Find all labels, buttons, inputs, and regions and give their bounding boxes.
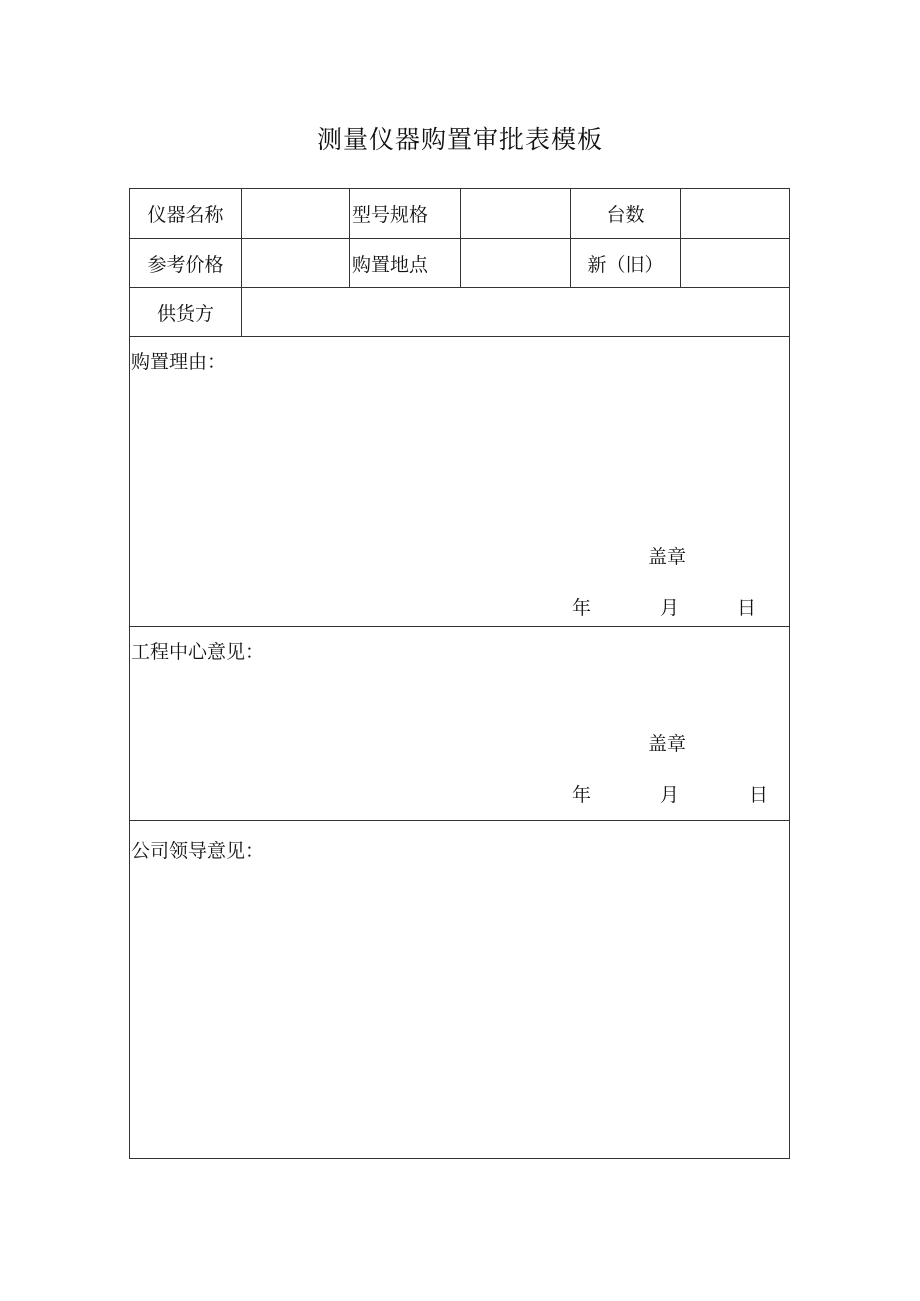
leadership-opinion-label: 公司领导意见：: [131, 840, 265, 862]
quantity-field[interactable]: [681, 189, 789, 238]
reference-price-field[interactable]: [242, 239, 350, 287]
supplier-field[interactable]: [242, 288, 789, 336]
engineering-seal-label: 盖章: [648, 733, 687, 755]
row-supplier: [130, 288, 789, 337]
row-price: [130, 239, 789, 288]
quantity-label: 台数: [571, 189, 681, 238]
condition-label: 新（旧）: [571, 239, 681, 287]
reason-day-label: 日: [737, 597, 757, 619]
leadership-opinion-section: [130, 821, 789, 1158]
engineering-day-label: 日: [749, 784, 769, 806]
supplier-label: 供货方: [130, 288, 242, 336]
instrument-name-field[interactable]: [242, 189, 350, 238]
reason-month-label: 月: [660, 597, 680, 619]
model-spec-field[interactable]: [461, 189, 571, 238]
model-spec-label: 型号规格: [350, 189, 461, 238]
reason-year-label: 年: [572, 597, 592, 619]
instrument-name-label: 仪器名称: [130, 189, 242, 238]
purchase-location-field[interactable]: [461, 239, 571, 287]
purchase-location-label: 购置地点: [350, 239, 461, 287]
condition-field[interactable]: [681, 239, 789, 287]
page-title: 测量仪器购置审批表模板: [316, 125, 603, 154]
row-instrument: [130, 189, 789, 239]
reference-price-label: 参考价格: [130, 239, 242, 287]
purchase-reason-label: 购置理由：: [131, 351, 227, 373]
purchase-reason-section: [130, 337, 789, 627]
approval-form: [129, 188, 790, 1159]
engineering-opinion-label: 工程中心意见：: [131, 641, 265, 663]
reason-seal-label: 盖章: [648, 546, 687, 568]
engineering-opinion-section: [130, 627, 789, 821]
engineering-month-label: 月: [660, 784, 680, 806]
engineering-year-label: 年: [572, 784, 592, 806]
